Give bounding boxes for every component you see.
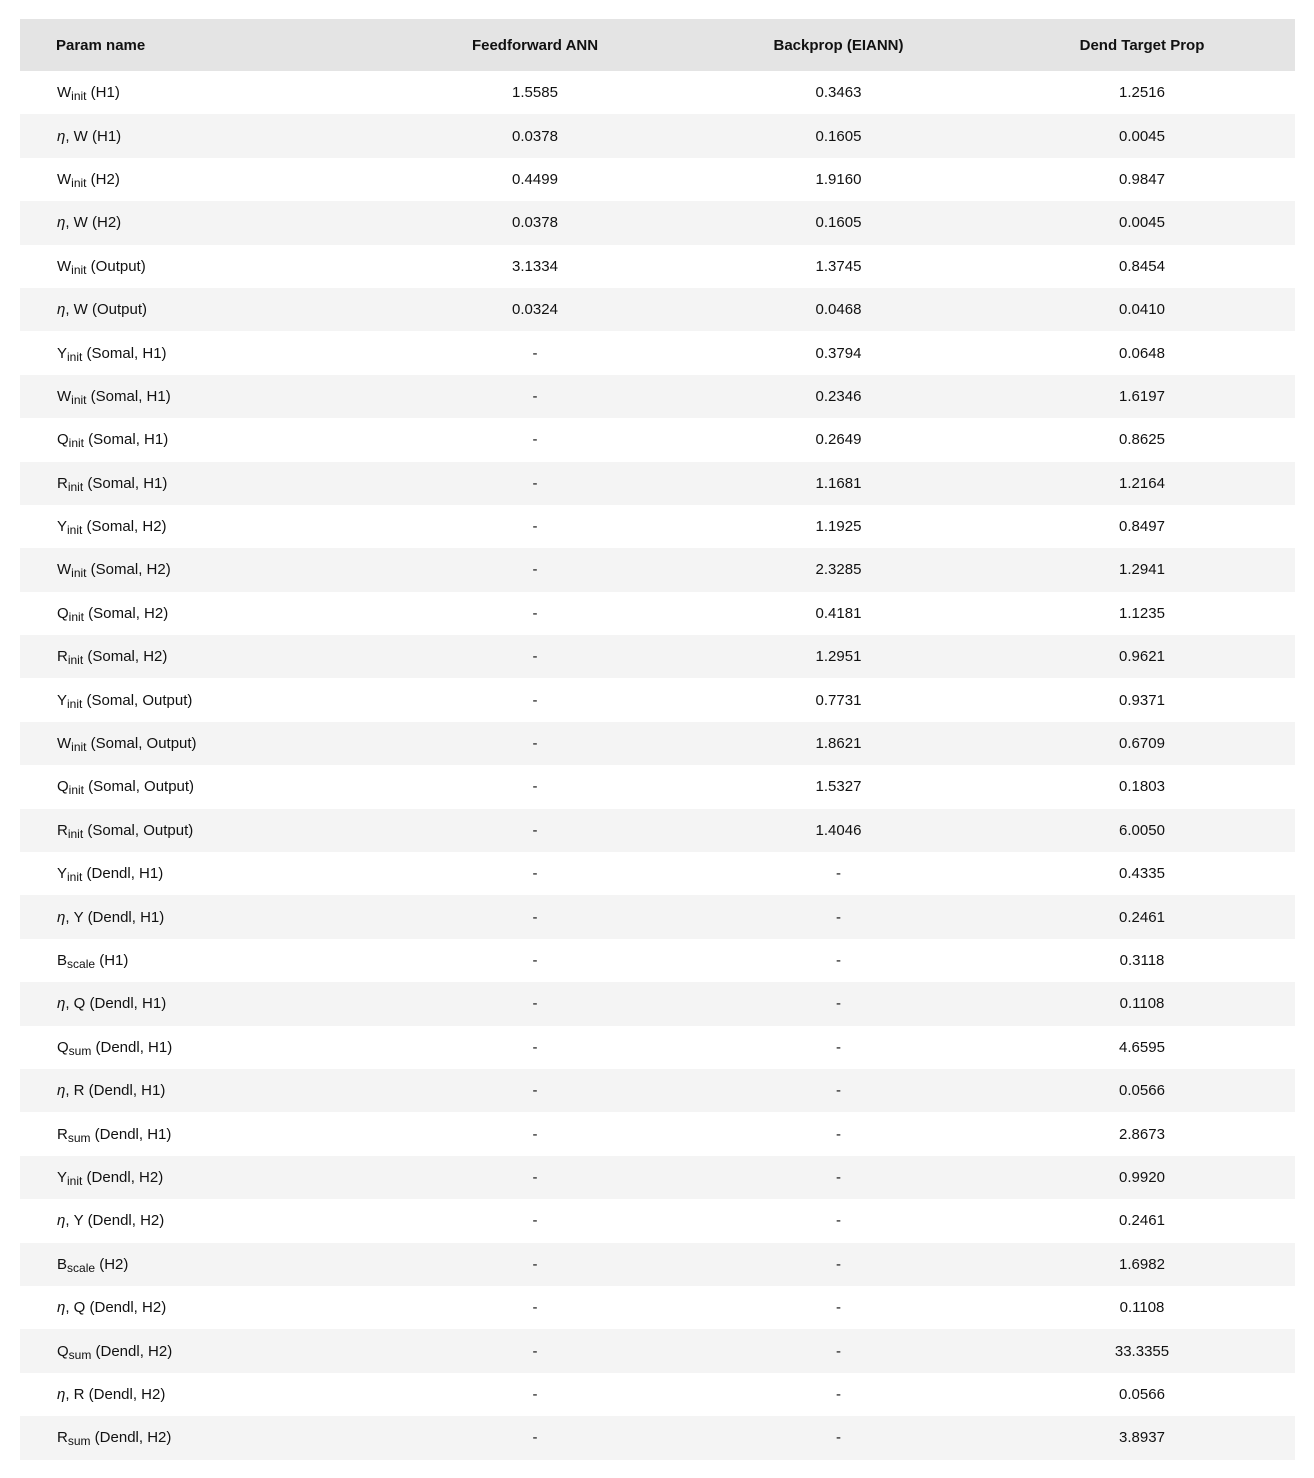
- value-dend-target-prop: 0.9621: [1119, 648, 1165, 666]
- value-backprop-eiann: -: [836, 1082, 841, 1100]
- param-name-cell: [20, 1416, 382, 1459]
- value-feedforward-ann: -: [532, 995, 538, 1013]
- value-backprop-eiann: 1.1925: [815, 518, 862, 536]
- table-row: [20, 635, 1295, 678]
- param-symbol: η: [57, 301, 66, 319]
- param-qualifier: (Somal, H2): [83, 648, 168, 666]
- param-qualifier: , W (Output): [65, 301, 148, 319]
- param-subscript: init: [67, 349, 83, 364]
- value-feedforward-ann: -: [532, 1212, 538, 1230]
- value-dend-target-prop: 0.1108: [1119, 995, 1165, 1013]
- value-dend-target-prop: 1.2941: [1119, 561, 1165, 579]
- table-row: [20, 1199, 1295, 1242]
- param-symbol: Y: [57, 518, 68, 536]
- value-dend-target-prop: 0.2461: [1119, 1212, 1165, 1230]
- value-dend-target-prop: 0.9371: [1119, 691, 1165, 709]
- value-feedforward-ann: -: [532, 691, 538, 709]
- value-feedforward-ann: -: [532, 1038, 538, 1056]
- param-qualifier: (Dendl, H2): [91, 1342, 173, 1360]
- param-name-cell: [20, 895, 382, 938]
- value-backprop-eiann: 0.3463: [815, 84, 862, 102]
- header-backprop-eiann: Backprop (EIANN): [773, 36, 904, 54]
- param-name-cell: [20, 1156, 382, 1199]
- value-dend-target-prop: 3.8937: [1119, 1429, 1165, 1447]
- value-backprop-eiann: 0.2649: [815, 431, 862, 449]
- value-dend-target-prop: 4.6595: [1119, 1038, 1165, 1056]
- value-dend-target-prop: 0.1108: [1119, 1299, 1165, 1317]
- param-name-cell: [20, 505, 382, 548]
- value-backprop-eiann: -: [836, 1342, 841, 1360]
- table-row: [20, 809, 1295, 852]
- param-name-cell: [20, 462, 382, 505]
- param-symbol: B: [57, 1255, 68, 1273]
- table-row: [20, 288, 1295, 331]
- value-backprop-eiann: -: [836, 1168, 841, 1186]
- value-backprop-eiann: 1.9160: [815, 170, 862, 188]
- table-row: [20, 1026, 1295, 1069]
- param-name-cell: [20, 635, 382, 678]
- table-row: [20, 114, 1295, 157]
- value-backprop-eiann: -: [836, 995, 841, 1013]
- param-qualifier: (Dendl, H2): [82, 1168, 164, 1186]
- param-name-cell: [20, 1286, 382, 1329]
- value-backprop-eiann: -: [836, 1125, 841, 1143]
- param-name-cell: [20, 158, 382, 201]
- param-symbol: W: [57, 387, 72, 405]
- value-feedforward-ann: -: [532, 821, 538, 839]
- value-dend-target-prop: 0.0045: [1119, 127, 1165, 145]
- table-row: [20, 1416, 1295, 1459]
- value-dend-target-prop: 0.9847: [1119, 170, 1165, 188]
- param-subscript: init: [68, 436, 85, 451]
- table-row: [20, 765, 1295, 808]
- value-backprop-eiann: 0.0468: [815, 301, 862, 319]
- value-feedforward-ann: -: [532, 1385, 538, 1403]
- table-row: [20, 1373, 1295, 1416]
- table-row: [20, 462, 1295, 505]
- value-feedforward-ann: -: [532, 1429, 538, 1447]
- param-qualifier: (H2): [86, 170, 120, 188]
- value-backprop-eiann: -: [836, 1038, 841, 1056]
- param-symbol: η: [57, 127, 66, 145]
- table-row: [20, 1156, 1295, 1199]
- param-qualifier: (Dendl, H1): [91, 1038, 173, 1056]
- param-name-cell: [20, 1199, 382, 1242]
- param-symbol: R: [57, 648, 68, 666]
- value-dend-target-prop: 33.3355: [1114, 1342, 1170, 1360]
- param-symbol: W: [57, 561, 72, 579]
- value-backprop-eiann: 0.1605: [815, 127, 862, 145]
- param-subscript: sum: [67, 1130, 91, 1145]
- param-qualifier: (Somal, H2): [84, 604, 169, 622]
- param-qualifier: (Somal, Output): [84, 778, 195, 796]
- value-dend-target-prop: 0.0566: [1119, 1082, 1165, 1100]
- param-table-container: [20, 19, 1295, 1460]
- value-dend-target-prop: 0.3118: [1119, 952, 1165, 969]
- param-qualifier: (Somal, Output): [83, 821, 194, 839]
- param-qualifier: (Somal, H1): [86, 387, 171, 405]
- param-symbol: B: [57, 952, 68, 969]
- param-subscript: scale: [67, 957, 96, 971]
- table-row: [20, 722, 1295, 765]
- param-qualifier: (Dendl, H1): [90, 1125, 172, 1143]
- param-qualifier: , Q (Dendl, H1): [65, 995, 167, 1013]
- value-dend-target-prop: 2.8673: [1119, 1125, 1165, 1143]
- param-name-cell: [20, 1373, 382, 1416]
- param-symbol: η: [57, 214, 66, 232]
- header-row: [20, 19, 1295, 71]
- param-subscript: init: [68, 783, 85, 798]
- value-feedforward-ann: -: [532, 604, 538, 622]
- param-symbol: Q: [57, 431, 69, 449]
- value-backprop-eiann: 1.8621: [815, 735, 862, 753]
- param-qualifier: (H2): [95, 1255, 129, 1273]
- table-row: [20, 245, 1295, 288]
- param-subscript: init: [68, 609, 85, 624]
- param-name-cell: [20, 852, 382, 895]
- param-symbol: η: [57, 1385, 66, 1403]
- value-feedforward-ann: -: [532, 865, 538, 883]
- param-symbol: Y: [57, 344, 68, 362]
- value-backprop-eiann: -: [836, 908, 841, 926]
- param-qualifier: , Y (Dendl, H2): [65, 1212, 165, 1230]
- value-feedforward-ann: -: [532, 518, 538, 536]
- value-feedforward-ann: -: [532, 1125, 538, 1143]
- value-feedforward-ann: -: [532, 1168, 538, 1186]
- param-name-cell: [20, 809, 382, 852]
- value-feedforward-ann: -: [532, 1342, 538, 1360]
- table-row: [20, 895, 1295, 938]
- value-feedforward-ann: 0.4499: [512, 170, 558, 188]
- param-name-cell: [20, 71, 382, 114]
- value-dend-target-prop: 1.6982: [1119, 1255, 1165, 1273]
- param-symbol: W: [57, 735, 72, 753]
- param-subscript: init: [67, 826, 84, 841]
- param-subscript: sum: [68, 1347, 92, 1362]
- param-symbol: R: [57, 474, 68, 492]
- param-symbol: W: [57, 84, 72, 102]
- param-subscript: sum: [67, 1434, 91, 1449]
- value-feedforward-ann: -: [532, 908, 538, 926]
- table-row: [20, 678, 1295, 721]
- value-backprop-eiann: -: [836, 1212, 841, 1230]
- param-symbol: W: [57, 170, 72, 188]
- value-backprop-eiann: 0.3794: [815, 344, 862, 362]
- value-dend-target-prop: 0.0648: [1119, 344, 1165, 362]
- value-feedforward-ann: -: [532, 431, 538, 449]
- param-qualifier: (Somal, H1): [84, 431, 169, 449]
- value-backprop-eiann: -: [836, 1255, 841, 1273]
- table-row: [20, 1112, 1295, 1155]
- param-name-cell: [20, 245, 382, 288]
- value-backprop-eiann: -: [836, 865, 841, 883]
- table-row: [20, 939, 1295, 982]
- value-feedforward-ann: 0.0378: [512, 127, 558, 145]
- value-backprop-eiann: 1.1681: [815, 474, 862, 492]
- param-qualifier: (Somal, H1): [82, 344, 167, 362]
- param-symbol: R: [57, 1125, 68, 1143]
- value-feedforward-ann: -: [532, 387, 538, 405]
- value-backprop-eiann: 1.2951: [815, 648, 862, 666]
- param-qualifier: (Output): [86, 257, 146, 275]
- table-header: [20, 19, 1295, 71]
- value-dend-target-prop: 0.4335: [1119, 865, 1165, 883]
- param-name-cell: [20, 1112, 382, 1155]
- param-qualifier: , Q (Dendl, H2): [65, 1299, 167, 1317]
- param-symbol: η: [57, 995, 66, 1013]
- param-qualifier: , W (H2): [65, 214, 122, 232]
- param-name-cell: [20, 418, 382, 461]
- value-dend-target-prop: 0.8497: [1119, 518, 1165, 536]
- param-subscript: init: [67, 479, 84, 494]
- value-dend-target-prop: 0.2461: [1119, 908, 1165, 926]
- value-feedforward-ann: 3.1334: [512, 257, 558, 275]
- header-dend-target-prop: Dend Target Prop: [1079, 36, 1205, 54]
- param-symbol: η: [57, 1212, 66, 1230]
- value-dend-target-prop: 1.2516: [1119, 84, 1165, 102]
- table-row: [20, 1329, 1295, 1372]
- table-row: [20, 505, 1295, 548]
- value-dend-target-prop: 0.1803: [1119, 778, 1165, 796]
- param-symbol: η: [57, 1299, 66, 1317]
- param-qualifier: (Somal, H2): [86, 561, 171, 579]
- table-row: [20, 1069, 1295, 1112]
- table-row: [20, 982, 1295, 1025]
- value-dend-target-prop: 6.0050: [1119, 821, 1165, 839]
- param-name-cell: [20, 722, 382, 765]
- table-row: [20, 375, 1295, 418]
- param-qualifier: , W (H1): [65, 127, 122, 145]
- value-dend-target-prop: 0.0566: [1119, 1385, 1165, 1403]
- value-feedforward-ann: 0.0378: [512, 214, 558, 232]
- param-name-cell: [20, 548, 382, 591]
- value-feedforward-ann: -: [532, 952, 538, 969]
- table-row: [20, 418, 1295, 461]
- value-backprop-eiann: 2.3285: [815, 561, 862, 579]
- param-qualifier: , R (Dendl, H1): [65, 1082, 166, 1100]
- param-name-cell: [20, 331, 382, 374]
- param-qualifier: , R (Dendl, H2): [65, 1385, 166, 1403]
- header-feedforward-ann: Feedforward ANN: [471, 36, 599, 54]
- param-name-cell: [20, 288, 382, 331]
- param-symbol: W: [57, 257, 72, 275]
- param-qualifier: (Dendl, H2): [90, 1429, 172, 1447]
- value-backprop-eiann: 1.5327: [815, 778, 862, 796]
- value-dend-target-prop: 0.8454: [1119, 257, 1165, 275]
- param-subscript: init: [67, 523, 83, 538]
- param-name-cell: [20, 939, 382, 982]
- table-body: [20, 71, 1295, 1460]
- param-symbol: η: [57, 1082, 66, 1100]
- param-subscript: init: [67, 653, 84, 668]
- value-dend-target-prop: 1.1235: [1119, 604, 1165, 622]
- value-dend-target-prop: 0.9920: [1119, 1168, 1165, 1186]
- table-row: [20, 158, 1295, 201]
- value-feedforward-ann: -: [532, 561, 538, 579]
- param-subscript: init: [67, 696, 83, 711]
- param-name-cell: [20, 114, 382, 157]
- value-backprop-eiann: 1.3745: [815, 257, 862, 275]
- value-dend-target-prop: 0.8625: [1119, 431, 1165, 449]
- value-feedforward-ann: -: [532, 1082, 538, 1100]
- param-subscript: init: [67, 1173, 83, 1188]
- value-feedforward-ann: -: [532, 344, 538, 362]
- param-symbol: Y: [57, 691, 68, 709]
- param-qualifier: (Somal, H1): [83, 474, 168, 492]
- value-feedforward-ann: -: [532, 1299, 538, 1317]
- table-row: [20, 1243, 1295, 1286]
- value-feedforward-ann: -: [532, 735, 538, 753]
- param-subscript: init: [71, 262, 87, 277]
- param-name-cell: [20, 1243, 382, 1286]
- param-symbol: Q: [57, 1342, 69, 1360]
- table-row: [20, 852, 1295, 895]
- table-row: [20, 1286, 1295, 1329]
- table-row: [20, 548, 1295, 591]
- table-row: [20, 331, 1295, 374]
- param-name-cell: [20, 1329, 382, 1372]
- param-name-cell: [20, 1026, 382, 1069]
- param-name-cell: [20, 375, 382, 418]
- param-name-cell: [20, 201, 382, 244]
- value-backprop-eiann: 0.7731: [815, 691, 862, 709]
- param-subscript: init: [71, 89, 87, 104]
- param-symbol: R: [57, 821, 68, 839]
- value-backprop-eiann: -: [836, 952, 841, 969]
- param-symbol: Q: [57, 604, 69, 622]
- param-subscript: scale: [67, 1260, 96, 1275]
- param-qualifier: (H1): [86, 84, 120, 102]
- table-row: [20, 201, 1295, 244]
- table-row: [20, 71, 1295, 114]
- value-feedforward-ann: -: [532, 648, 538, 666]
- param-qualifier: , Y (Dendl, H1): [65, 908, 165, 926]
- param-subscript: init: [71, 566, 87, 581]
- param-name-cell: [20, 982, 382, 1025]
- param-subscript: init: [71, 392, 87, 407]
- param-qualifier: (Somal, Output): [82, 691, 193, 709]
- value-feedforward-ann: -: [532, 474, 538, 492]
- value-backprop-eiann: -: [836, 1299, 841, 1317]
- param-name-cell: [20, 592, 382, 635]
- param-subscript: init: [71, 175, 87, 190]
- param-subscript: sum: [68, 1043, 92, 1058]
- table-row: [20, 592, 1295, 635]
- param-qualifier: (Dendl, H1): [82, 865, 164, 883]
- value-feedforward-ann: -: [532, 778, 538, 796]
- param-symbol: Q: [57, 1038, 69, 1056]
- param-qualifier: (H1): [95, 952, 129, 969]
- param-symbol: R: [57, 1429, 68, 1447]
- value-dend-target-prop: 1.6197: [1119, 387, 1165, 405]
- param-subscript: init: [71, 740, 87, 755]
- param-name-cell: [20, 765, 382, 808]
- param-table: [20, 19, 1295, 1460]
- value-backprop-eiann: 0.1605: [815, 214, 862, 232]
- header-param-name: Param name: [56, 36, 146, 54]
- value-dend-target-prop: 1.2164: [1119, 474, 1165, 492]
- value-feedforward-ann: 1.5585: [512, 84, 558, 102]
- value-backprop-eiann: -: [836, 1429, 841, 1447]
- value-backprop-eiann: 0.2346: [815, 387, 862, 405]
- param-symbol: Y: [57, 1168, 68, 1186]
- param-name-cell: [20, 678, 382, 721]
- param-qualifier: (Somal, Output): [86, 735, 197, 753]
- param-symbol: η: [57, 908, 66, 926]
- value-dend-target-prop: 0.6709: [1119, 735, 1165, 753]
- param-subscript: init: [67, 870, 83, 885]
- param-symbol: Y: [57, 865, 68, 883]
- value-backprop-eiann: -: [836, 1385, 841, 1403]
- value-feedforward-ann: 0.0324: [512, 301, 558, 319]
- param-name-cell: [20, 1069, 382, 1112]
- value-dend-target-prop: 0.0045: [1119, 214, 1165, 232]
- value-backprop-eiann: 0.4181: [815, 604, 862, 622]
- param-qualifier: (Somal, H2): [82, 518, 167, 536]
- value-backprop-eiann: 1.4046: [815, 821, 862, 839]
- value-feedforward-ann: -: [532, 1255, 538, 1273]
- param-symbol: Q: [57, 778, 69, 796]
- value-dend-target-prop: 0.0410: [1119, 301, 1165, 319]
